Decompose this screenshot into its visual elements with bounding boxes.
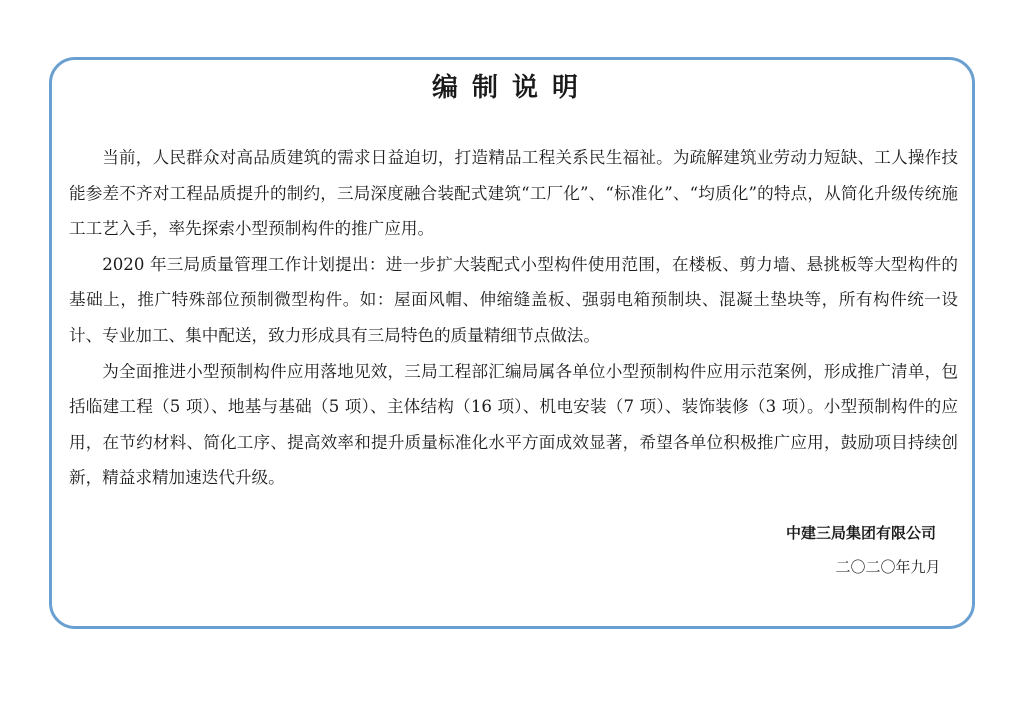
signature-organization: 中建三局集团有限公司 <box>785 524 936 542</box>
paragraph-1: 当前，人民群众对高品质建筑的需求日益迫切，打造精品工程关系民生福祉。为疏解建筑业劳动力短缺、工人操作技能参差不齐对工程品质提升的制约，三局深度融合装配式建筑“工厂化”、“标准化”、“均质化”的特点，从简化升级传统施工工艺入手，率先探索小型预制构件的推广应用。 <box>69 148 958 239</box>
document-body <box>69 140 958 496</box>
paragraph-3: 为全面推进小型预制构件应用落地见效，三局工程部汇编局属各单位小型预制构件应用示范案例，形成推广清单，包括临建工程（5 项）、地基与基础（5 项）、主体结构（16 项）、机电安装（7 项）、装饰装修（3 项）。小型预制构件的应用，在节约材料、简化工序、提高效率和提升质量标准化水平方面成效显著，希望各单位积极推广应用，鼓励项目持续创新，精益求精加速迭代升级。 <box>69 361 958 488</box>
signature-date: 二〇二〇年九月 <box>835 558 941 576</box>
document-title: 编制说明 <box>431 73 592 103</box>
paragraph-2: 2020 年三局质量管理工作计划提出：进一步扩大装配式小型构件使用范围，在楼板、剪力墙、悬挑板等大型构件的基础上，推广特殊部位预制微型构件。如：屋面风帽、伸缩缝盖板、强弱电箱预制块、混凝土垫块等，所有构件统一设计、专业加工、集中配送，致力形成具有三局特色的质量精细节点做法。 <box>69 254 958 345</box>
